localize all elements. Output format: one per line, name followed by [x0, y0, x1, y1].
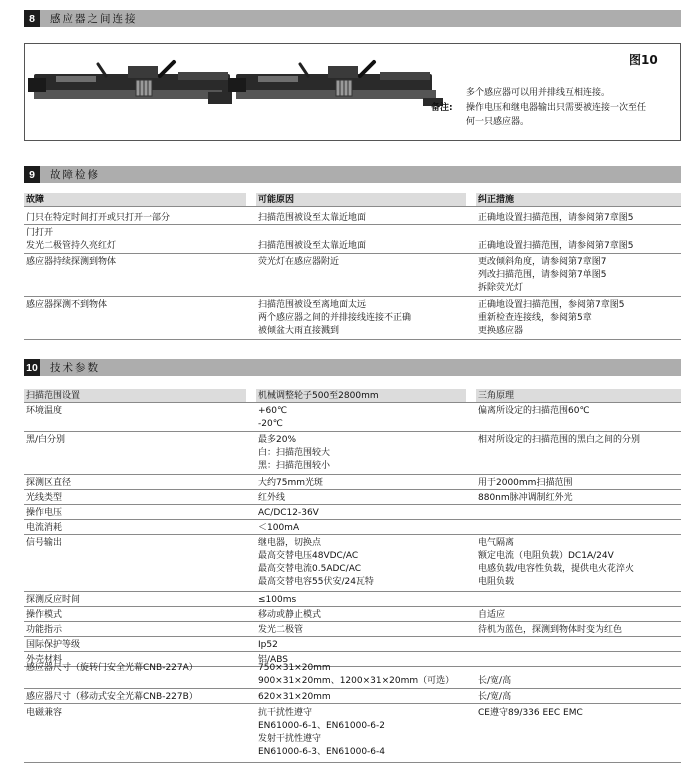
table-row [24, 521, 681, 535]
spec-label: 外壳材料 [26, 655, 63, 665]
spec-value: 750×31×20mm [258, 663, 331, 673]
spec-value: 机械调整轮子500至2800mm [258, 391, 379, 401]
spec-note: 880nm脉冲调制红外光 [478, 493, 573, 503]
table-row [24, 638, 681, 652]
cause-text: 扫描范围被设至太靠近地面 [258, 213, 367, 223]
cause-text: 两个感应器之间的并排接线连接不正确 [258, 313, 412, 323]
section-9-header [24, 166, 681, 183]
table-row [24, 226, 681, 254]
spec-label: 功能指示 [26, 625, 63, 635]
header-fault: 故障 [26, 195, 45, 205]
spec-label: 探测区直径 [26, 478, 72, 488]
table-row [24, 389, 681, 403]
fault-text: 感应器持续探测到物体 [26, 257, 117, 267]
spec-value: EN61000-6-3、EN61000-6-4 [258, 747, 385, 757]
spec-note: 三角原理 [478, 391, 515, 401]
action-text: 重新检查连接线，参阅第5章 [478, 313, 592, 323]
section-number: 10 [24, 359, 40, 376]
figure-note-1: 多个感应器可以用并排线互相连接。 [466, 88, 611, 98]
table-row [24, 690, 681, 704]
table-row [24, 661, 681, 689]
section-title: 感应器之间连接 [50, 13, 138, 25]
spec-label: 感应器尺寸（旋转门安全光幕CNB-227A） [26, 663, 198, 673]
table-row [24, 298, 681, 340]
spec-value: AC/DC12-36V [258, 508, 319, 518]
cause-text: 荧光灯在感应器附近 [258, 257, 340, 267]
table-row [24, 536, 681, 592]
fault-text: 门只在特定时间打开或只打开一部分 [26, 213, 171, 223]
spec-label: 国际保护等级 [26, 640, 81, 650]
table-row [24, 491, 681, 505]
table-row [24, 404, 681, 432]
spec-note: 电阻负载 [478, 577, 515, 587]
spec-label: 黑/白分别 [26, 435, 66, 445]
spec-note: 用于2000mm扫描范围 [478, 478, 573, 488]
spec-note: 相对所设定的扫描范围的黑白之间的分别 [478, 435, 641, 445]
section-title: 技术参数 [50, 362, 100, 374]
figure-note-2-line-2: 何一只感应器。 [466, 117, 530, 127]
spec-note: 电气隔离 [478, 538, 515, 548]
table-row [24, 211, 681, 225]
spec-note: 长/宽/高 [478, 692, 512, 702]
section-number: 9 [24, 166, 40, 183]
spec-value: 铝/ABS [258, 655, 288, 665]
spec-label: 电磁兼容 [26, 708, 63, 718]
spec-value: 红外线 [258, 493, 286, 503]
action-text: 更改倾斜角度，请参阅第7章图7 [478, 257, 607, 267]
cause-text [258, 227, 466, 240]
spec-value: EN61000-6-1、EN61000-6-2 [258, 721, 385, 731]
section-10-header [24, 359, 681, 376]
spec-label: 操作模式 [26, 610, 63, 620]
spec-value: 最高交替电容55伏安/24瓦特 [258, 577, 374, 587]
spec-value: ≤100ms [258, 595, 297, 605]
figure-note-2-line-1: 操作电压和继电器输出只需要被连接一次至任 [466, 103, 647, 113]
figure-label: 图10 [629, 53, 658, 67]
action-text: 正确地设置扫描范围，请参阅第7章图5 [478, 213, 634, 223]
fault-text: 门打开 [26, 228, 54, 238]
sensor-unit-right [228, 62, 443, 106]
spec-note: 偏离所设定的扫描范围60℃ [478, 406, 590, 416]
table-row [24, 608, 681, 622]
header-action: 纠正措施 [478, 195, 515, 205]
section-title: 故障检修 [50, 169, 100, 181]
spec-value: 继电器，切换点 [258, 538, 322, 548]
spec-value: Ip52 [258, 640, 278, 650]
spec-value: +60℃ [258, 406, 288, 416]
spec-value: -20℃ [258, 419, 283, 429]
table-header-row [24, 193, 681, 207]
sensor-unit-left [28, 62, 232, 104]
spec-note: 电感负载/电容性负载，提供电火花淬火 [478, 564, 635, 574]
table-row [24, 255, 681, 297]
spec-label: 操作电压 [26, 508, 63, 518]
spec-value: 黑：扫描范围较小 [258, 461, 331, 471]
spec-value: 最多20% [258, 435, 297, 445]
spec-label: 电流消耗 [26, 523, 63, 533]
action-text: 更换感应器 [478, 326, 524, 336]
spec-value: 白：扫描范围较大 [258, 448, 331, 458]
spec-value: 最高交替电流0.5ADC/AC [258, 564, 361, 574]
action-text: 正确地设置扫描范围，请参阅第7章图5 [478, 241, 634, 251]
spec-value: 大约75mm光斑 [258, 478, 323, 488]
cause-text: 扫描范围被设至离地面太远 [258, 300, 367, 310]
spec-value: 发射干扰性遵守 [258, 734, 322, 744]
spec-value: 移动或静止模式 [258, 610, 322, 620]
spec-value: 900×31×20mm、1200×31×20mm（可选） [258, 676, 455, 686]
action-text [478, 227, 681, 240]
spec-note: 长/宽/高 [478, 676, 512, 686]
table-row [24, 623, 681, 637]
spec-note: 自适应 [478, 610, 506, 620]
spec-value: 发光二极管 [258, 625, 304, 635]
spec-label: 光线类型 [26, 493, 63, 503]
fault-text: 发光二极管持久亮红灯 [26, 241, 117, 251]
table-row [24, 476, 681, 490]
header-cause: 可能原因 [258, 195, 295, 205]
spec-value: 最高交替电压48VDC/AC [258, 551, 359, 561]
spec-label: 环境温度 [26, 406, 63, 416]
spec-value: ＜100mA [258, 523, 300, 533]
table-row [24, 506, 681, 520]
figure-note-label: 备注: [431, 103, 453, 113]
action-text: 列改扫描范围，请参阅第7单图5 [478, 270, 607, 280]
spec-note [478, 662, 681, 675]
spec-note: CE遵守89/336 EEC EMC [478, 708, 583, 718]
spec-label: 扫描范围设置 [26, 391, 81, 401]
table-row [24, 706, 681, 763]
spec-value: 620×31×20mm [258, 692, 331, 702]
fault-text: 感应器探测不到物体 [26, 300, 108, 310]
spec-label: 信号输出 [26, 538, 63, 548]
spec-note: 额定电流（电阻负载）DC1A/24V [478, 551, 614, 561]
action-text: 正确地设置扫描范围，参阅第7章图5 [478, 300, 625, 310]
spec-note: 待机为蓝色，探测到物体时变为红色 [478, 625, 623, 635]
cause-text: 扫描范围被设至太靠近地面 [258, 241, 367, 251]
table-row [24, 593, 681, 607]
spec-value: 抗干扰性遵守 [258, 708, 313, 718]
section-8-header [24, 10, 681, 27]
spec-label: 感应器尺寸（移动式安全光幕CNB-227B） [26, 692, 198, 702]
action-text: 拆除荧光灯 [478, 283, 524, 293]
sensor-connection-illustration [28, 58, 443, 114]
cause-text: 被倾盆大雨直接溅到 [258, 326, 340, 336]
section-number: 8 [24, 10, 40, 27]
spec-label: 探测反应时间 [26, 595, 81, 605]
table-row [24, 433, 681, 475]
